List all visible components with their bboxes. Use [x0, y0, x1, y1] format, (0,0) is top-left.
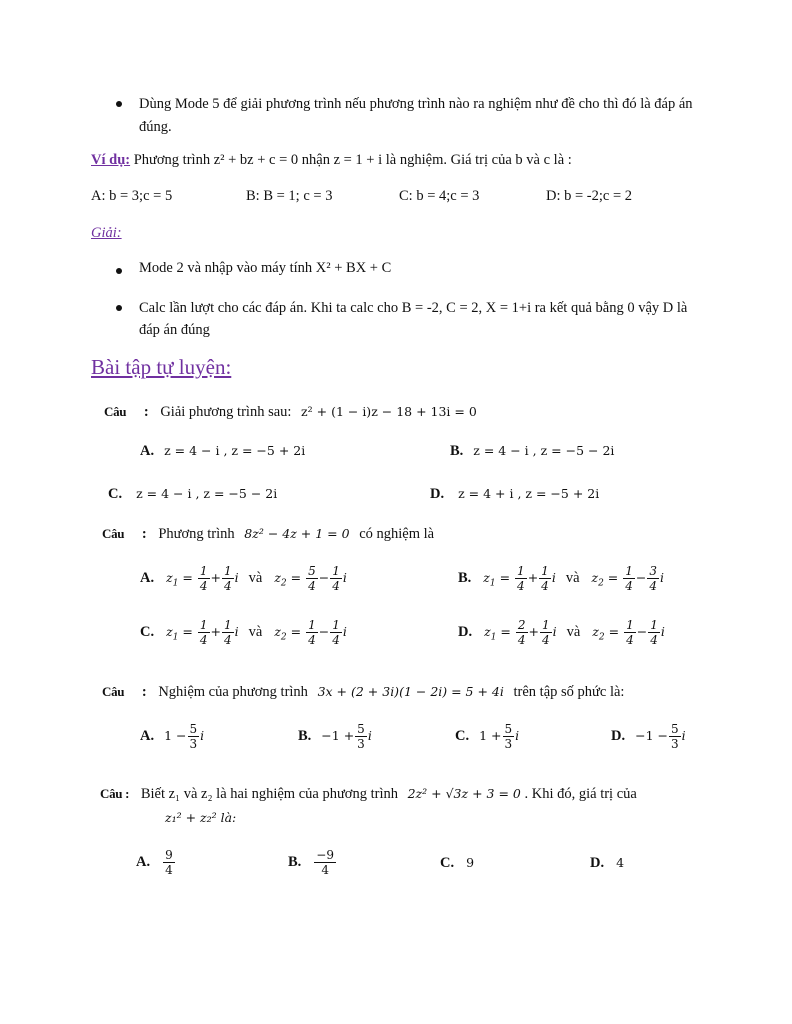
fraction [540, 618, 552, 647]
fraction-denominator: 4 [223, 579, 232, 593]
fraction [515, 564, 527, 593]
imag-unit: i [681, 728, 686, 743]
fraction [516, 618, 528, 647]
bullet-text-mode2: Mode 2 và nhập vào máy tính X² + BX + C [139, 260, 392, 276]
subscript: 2 [280, 578, 287, 589]
answer-letter: D. [611, 728, 626, 744]
fraction-denominator: 4 [332, 633, 340, 647]
answer-4a [136, 848, 176, 877]
subscript: 1 [489, 578, 496, 589]
fraction [669, 722, 681, 751]
fraction-numerator: 1 [626, 618, 634, 632]
fraction-denominator: 4 [541, 633, 550, 647]
fraction [355, 722, 367, 751]
answer-letter: D. [590, 855, 605, 871]
fraction-numerator: 1 [650, 618, 658, 632]
fraction-denominator: 4 [321, 863, 329, 877]
answer-expression: 1 + $\frac{5}{3}$ i [479, 722, 520, 751]
answer-letter: A. [136, 854, 151, 870]
fraction [306, 618, 318, 647]
fraction-denominator: 4 [517, 633, 526, 647]
bullet-dot [116, 101, 122, 107]
fraction-numerator: −9 [316, 848, 334, 862]
question-3: Câu : Nghiệm của phương trình 3x + (2 + 3i)(1 − 2i) = 5 + 4i trên tập số phức là: [102, 684, 625, 700]
section-title: Bài tập tự luyện: [91, 355, 232, 379]
imag-unit: i [515, 728, 520, 743]
example-option-b: B: B = 1; c = 3 [246, 188, 333, 204]
answer-4c [440, 855, 474, 872]
root-expression: $z_1$ = $\frac{1}{4}$ + $\frac{1}{4}$ i [166, 564, 239, 593]
root-expression: $z_1$ = $\frac{1}{4}$ + $\frac{1}{4}$ i [483, 564, 556, 593]
fraction-numerator: 1 [541, 564, 549, 578]
question-prompt: Nghiệm của phương trình [158, 684, 308, 700]
root-expression: $z_2$ = $\frac{1}{4}$ − $\frac{3}{4}$ i [591, 564, 665, 593]
fraction [188, 722, 200, 751]
fraction-denominator: 4 [625, 579, 633, 593]
question-4-line2: z₁² + z₂² là: [165, 810, 237, 825]
question-label: Câu [102, 684, 125, 699]
answer-2c [140, 618, 347, 647]
fraction-denominator: 4 [626, 633, 634, 647]
question-prompt: Biết z₁ và z₂ là hai nghiệm của phương trình [140, 786, 398, 802]
subscript: 1 [172, 578, 179, 589]
question-equation: 3x + (2 + 3i)(1 − 2i) = 5 + 4i [317, 684, 504, 699]
answer-3a [140, 722, 204, 751]
fraction-numerator: 9 [165, 848, 173, 862]
answer-4d [590, 855, 624, 872]
subscript: 2 [598, 632, 605, 643]
fraction-denominator: 4 [650, 633, 658, 647]
answer-2d [458, 618, 665, 647]
answer-2a [140, 564, 347, 593]
answer-value: 4 [616, 855, 625, 870]
fraction-numerator: 1 [332, 618, 340, 632]
answer-letter: A. [140, 728, 155, 744]
fraction [314, 848, 336, 877]
fraction [647, 564, 659, 593]
fraction-numerator: 1 [223, 564, 232, 578]
root-expression: $z_2$ = $\frac{1}{4}$ − $\frac{1}{4}$ i [274, 618, 347, 647]
and-word: và [565, 570, 580, 586]
fraction [198, 618, 210, 647]
question-label: Câu : [100, 786, 130, 801]
answer-value [162, 848, 176, 877]
answer-letter: C. [140, 624, 155, 640]
fraction [648, 618, 660, 647]
question-suffix: . Khi đó, giá trị của [524, 786, 637, 802]
and-word: và [566, 624, 581, 640]
subscript: 2 [598, 578, 604, 589]
answer-3d [611, 722, 686, 751]
fraction-numerator: 5 [504, 722, 513, 736]
fraction-numerator: 1 [541, 618, 550, 632]
root-expression: $z_1$ = $\frac{2}{4}$ + $\frac{1}{4}$ i [484, 618, 557, 647]
answer-value [313, 848, 337, 877]
subscript: 2 [280, 632, 287, 643]
fraction-denominator: 3 [189, 737, 198, 751]
answer-2b [458, 564, 664, 593]
fraction [330, 618, 342, 647]
fraction [623, 564, 635, 593]
fraction-denominator: 4 [541, 579, 549, 593]
fraction [306, 564, 318, 593]
fraction [503, 722, 515, 751]
fraction [222, 618, 234, 647]
fraction [163, 848, 175, 877]
fraction-denominator: 3 [670, 737, 679, 751]
fraction-denominator: 4 [332, 579, 340, 593]
fraction-denominator: 4 [308, 633, 316, 647]
question-equation: 2z² + √3z + 3 = 0 [407, 786, 521, 801]
answer-letter: A. [140, 570, 155, 586]
fraction [330, 564, 342, 593]
fraction-denominator: 4 [517, 579, 525, 593]
fraction-denominator: 4 [649, 579, 658, 593]
fraction-numerator: 2 [517, 618, 526, 632]
answer-letter: B. [458, 570, 472, 586]
answer-letter: B. [288, 854, 302, 870]
answer-expression: −1 + $\frac{5}{3}$ i [321, 722, 372, 751]
fraction-numerator: 3 [649, 564, 658, 578]
answer-3c [455, 722, 519, 751]
example-option-d: D: b = -2;c = 2 [546, 188, 633, 204]
answer-1a: A. z = 4 − i , z = −5 + 2i [140, 443, 306, 459]
answer-3b [298, 722, 372, 751]
subscript: 1 [490, 632, 497, 643]
subscript: 1 [172, 632, 179, 643]
fraction [222, 564, 234, 593]
question-1: Câu : Giải phương trình sau: z² + (1 − i)z − 18 + 13i = 0 [104, 404, 477, 420]
fraction-denominator: 4 [199, 579, 208, 593]
fraction-denominator: 4 [223, 633, 232, 647]
fraction-numerator: 1 [625, 564, 633, 578]
bullet-dot [116, 305, 122, 311]
answer-4b [288, 848, 337, 877]
fraction-numerator: 5 [357, 722, 365, 736]
question-4 [100, 786, 637, 803]
fraction [539, 564, 551, 593]
question-prompt: Giải phương trình sau: [160, 404, 292, 420]
fraction-numerator: 5 [308, 564, 316, 578]
root-expression: $z_2$ = $\frac{1}{4}$ − $\frac{1}{4}$ i [592, 618, 665, 647]
fraction-numerator: 1 [332, 564, 340, 578]
answer-value: 9 [466, 855, 475, 870]
question-equation: z² + (1 − i)z − 18 + 13i = 0 [301, 404, 477, 419]
fraction-numerator: 1 [199, 564, 208, 578]
answer-letter: D. [458, 624, 473, 640]
question-suffix: có nghiệm là [359, 526, 435, 542]
example-line [91, 152, 572, 169]
answer-letter: C. [440, 855, 455, 871]
bullet-text-mode5: Dùng Mode 5 để giải phương trình nếu phương trình nào ra nghiệm như đề cho thì đó là đáp án đúng. [139, 96, 693, 135]
answer-expression: 1 − $\frac{5}{3}$ i [164, 722, 205, 751]
answer-letter: C. [455, 728, 470, 744]
question-label: Câu [104, 404, 127, 419]
question-label: Câu [102, 526, 125, 541]
fraction-numerator: 1 [223, 618, 232, 632]
question-suffix: trên tập số phức là: [513, 684, 625, 700]
and-word: và [248, 570, 263, 586]
answer-1c: C. z = 4 − i , z = −5 − 2i [108, 486, 278, 502]
question-equation: 8z² − 4z + 1 = 0 [244, 526, 350, 541]
fraction-numerator: 5 [189, 722, 198, 736]
fraction-denominator: 3 [357, 737, 365, 751]
example-option-a: A: b = 3;c = 5 [91, 188, 173, 204]
answer-letter: B. [298, 728, 312, 744]
fraction [624, 618, 636, 647]
fraction-numerator: 5 [670, 722, 679, 736]
answer-expression: −1 − $\frac{5}{3}$ i [635, 722, 686, 751]
question-prompt: Phương trình [158, 526, 235, 542]
question-2: Câu : Phương trình 8z² − 4z + 1 = 0 có nghiệm là [102, 526, 435, 542]
example-text: Phương trình z² + bz + c = 0 nhận z = 1 + i là nghiệm. Giá trị của b và c là : [133, 152, 572, 168]
example-label: Ví dụ: [91, 152, 131, 168]
root-expression: $z_2$ = $\frac{5}{4}$ − $\frac{1}{4}$ i [274, 564, 347, 593]
root-expression: $z_1$ = $\frac{1}{4}$ + $\frac{1}{4}$ i [166, 618, 239, 647]
example-option-c: C: b = 4;c = 3 [399, 188, 480, 204]
bullet-text-calc: Calc lần lượt cho các đáp án. Khi ta calc cho B = -2, C = 2, X = 1+i ra kết quả bằng 0 vậy D là đáp án đúng [139, 300, 688, 338]
solution-label: Giải: [91, 225, 122, 241]
fraction-denominator: 4 [308, 579, 316, 593]
answer-1d: D. z = 4 + i , z = −5 + 2i [430, 486, 600, 502]
fraction-denominator: 3 [504, 737, 513, 751]
fraction-numerator: 1 [517, 564, 525, 578]
answer-1b: B. z = 4 − i , z = −5 − 2i [450, 443, 615, 459]
and-word: và [248, 624, 263, 640]
fraction-numerator: 1 [199, 618, 208, 632]
fraction-numerator: 1 [308, 618, 316, 632]
fraction-denominator: 4 [199, 633, 208, 647]
fraction [198, 564, 210, 593]
imag-unit: i [367, 728, 372, 743]
imag-unit: i [200, 728, 205, 743]
bullet-dot [116, 268, 122, 274]
fraction-denominator: 4 [165, 863, 173, 877]
